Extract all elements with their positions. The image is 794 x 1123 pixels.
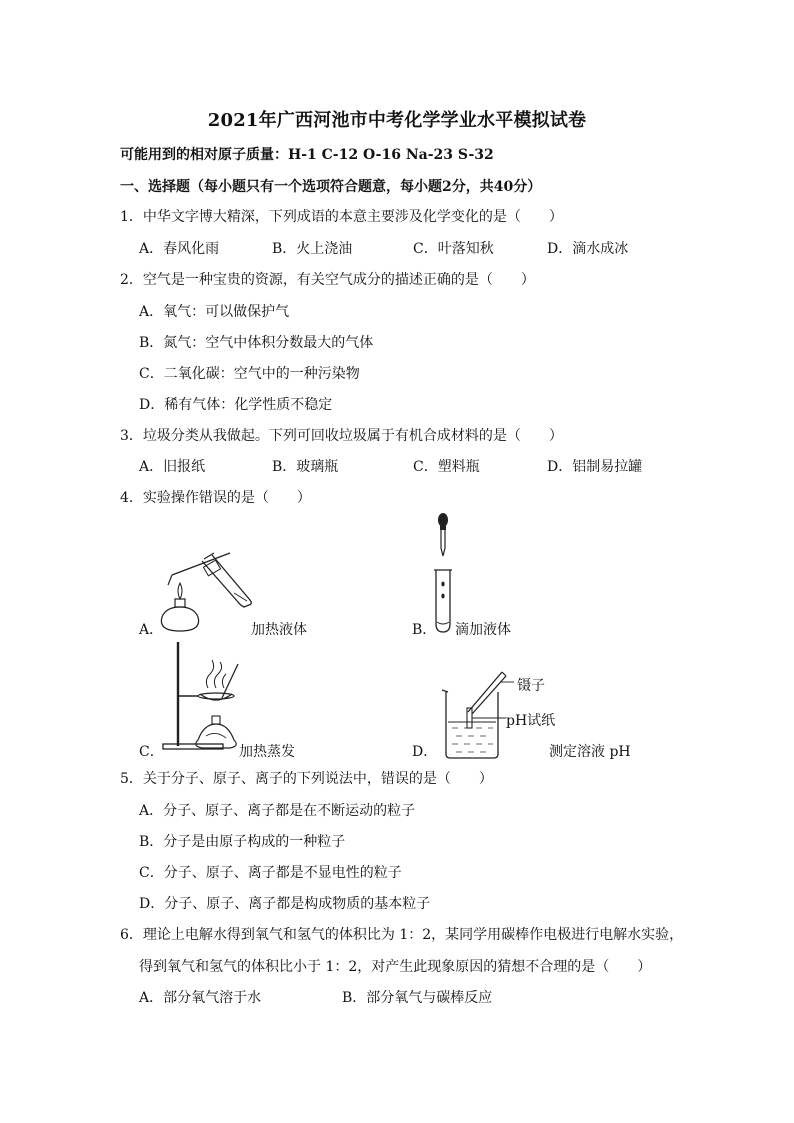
section-heading: 一、选择题（每小题只有一个选项符合题意，每小题2分，共40分） <box>120 179 542 195</box>
q2-option-a: A．氧气：可以做保护气 <box>139 304 290 320</box>
figure-a-caption: 加热液体 <box>251 622 307 638</box>
q1-option-d: D．滴水成冰 <box>547 241 629 257</box>
q5-option-d: D．分子、原子、离子都是构成物质的基本粒子 <box>139 896 431 912</box>
figure-d-letter: D． <box>412 744 438 760</box>
question-1-stem: 1．中华文字博大精深，下列成语的本意主要涉及化学变化的是（ ） <box>120 209 563 225</box>
q2-option-d: D．稀有气体：化学性质不稳定 <box>139 397 333 413</box>
q2-option-c: C．二氧化碳：空气中的一种污染物 <box>139 366 360 382</box>
q3-option-c: C．塑料瓶 <box>413 459 480 475</box>
q2-option-b: B．氮气：空气中体积分数最大的气体 <box>139 335 374 351</box>
q6-option-a: A．部分氧气溶于水 <box>139 990 262 1006</box>
q5-option-c: C．分子、原子、离子都是不显电性的粒子 <box>139 865 402 881</box>
figure-b-caption: 滴加液体 <box>455 622 511 638</box>
figure-a-heating-liquid-icon <box>150 545 260 635</box>
question-5-stem: 5．关于分子、原子、离子的下列说法中，错误的是（ ） <box>120 771 493 787</box>
q6-option-b: B．部分氧气与碳棒反应 <box>342 990 493 1006</box>
question-6-stem-line1: 6．理论上电解水得到氧气和氢气的体积比为 1：2，某同学用碳棒作电极进行电解水实验， <box>120 927 684 943</box>
q3-option-d: D．铝制易拉罐 <box>547 459 643 475</box>
page-title: 2021年广西河池市中考化学学业水平模拟试卷 <box>207 110 587 131</box>
figure-c-evaporation-icon <box>158 640 248 752</box>
q3-option-a: A．旧报纸 <box>139 459 206 475</box>
question-4-stem: 4．实验操作错误的是（ ） <box>120 490 311 506</box>
figure-b-letter: B． <box>412 622 437 638</box>
figure-d-label-tweezers: 镊子 <box>517 678 545 694</box>
figure-d-caption: 测定溶液 pH <box>549 744 631 760</box>
question-6-stem-line2: 得到氧气和氢气的体积比小于 1：2，对产生此现象原因的猜想不合理的是（ ） <box>139 959 652 975</box>
q3-option-b: B．玻璃瓶 <box>272 459 339 475</box>
question-3-stem: 3．垃圾分类从我做起。下列可回收垃圾属于有机合成材料的是（ ） <box>120 428 563 444</box>
figure-a-letter: A． <box>139 622 164 638</box>
q1-option-a: A．春风化雨 <box>139 241 220 257</box>
q5-option-a: A．分子、原子、离子都是在不断运动的粒子 <box>139 803 416 819</box>
q1-option-c: C．叶落知秋 <box>413 241 494 257</box>
q5-option-b: B．分子是由原子构成的一种粒子 <box>139 834 346 850</box>
figure-c-caption: 加热蒸发 <box>239 744 295 760</box>
question-2-stem: 2．空气是一种宝贵的资源，有关空气成分的描述正确的是（ ） <box>120 272 535 288</box>
atomic-masses: 可能用到的相对原子质量：H-1 C-12 O-16 Na-23 S-32 <box>120 147 494 163</box>
figure-d-label-ph-paper: pH试纸 <box>506 713 556 729</box>
q1-option-b: B．火上浇油 <box>272 241 353 257</box>
figure-c-letter: C． <box>139 744 164 760</box>
